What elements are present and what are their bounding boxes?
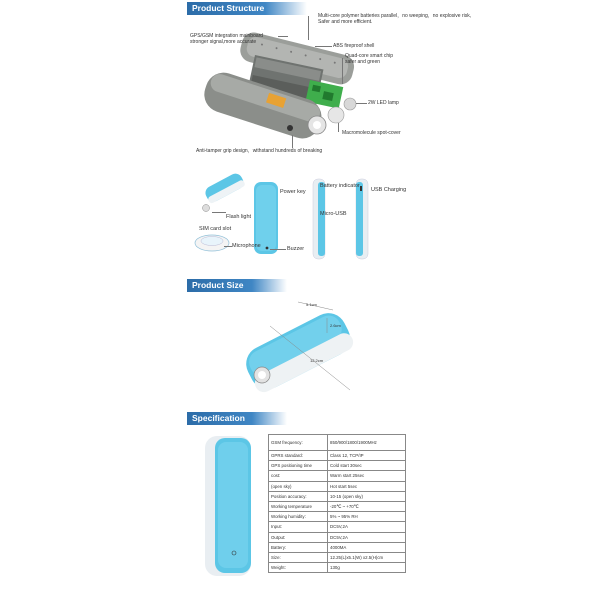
spec-value: Class 12, TCP/IP xyxy=(328,451,406,461)
label-chip: Quad-core smart chip safer and green xyxy=(345,53,394,65)
spec-key: GPRS standard: xyxy=(269,451,328,461)
spec-key: Size: xyxy=(269,552,328,562)
spec-row xyxy=(269,461,406,471)
spec-key: Output: xyxy=(269,532,328,542)
spec-key: Input: xyxy=(269,522,328,532)
spec-value: 5% ~ 95% RH xyxy=(328,512,406,522)
label-led: 2W LED lamp xyxy=(368,100,399,106)
spec-key: GSM frequency: xyxy=(269,435,328,451)
spec-value: Cold start 30sec xyxy=(328,461,406,471)
label-power-key: Power key xyxy=(280,189,306,195)
spec-key: Battery: xyxy=(269,542,328,552)
spec-value: 12.25(L)x5.1(W) x2.5(H)cm xyxy=(328,552,406,562)
spec-value: 130g xyxy=(328,563,406,573)
spec-key: Working humidity: xyxy=(269,512,328,522)
spec-row xyxy=(269,542,406,552)
spec-row xyxy=(269,501,406,511)
spec-table xyxy=(268,434,406,573)
label-battery-indicator: Battery indicator xyxy=(320,183,360,189)
label-length: 12.2cm xyxy=(310,358,324,363)
spec-value: 10-15 (open sky) xyxy=(328,491,406,501)
spec-key: Position accuracy: xyxy=(269,491,328,501)
label-sim-slot: SIM card slot xyxy=(199,226,232,232)
spec-value: Hot start 5sec xyxy=(328,481,406,491)
label-spot-cover: Macromolecule spot-cover xyxy=(342,130,401,136)
label-height: 2.6cm xyxy=(330,323,341,328)
label-grip: Anti-tamper grip design，withstand hundreds of breaking xyxy=(196,148,323,154)
label-shell: ABS fireproof shell xyxy=(333,43,375,49)
label-micro-usb: Micro-USB xyxy=(320,211,347,217)
spec-key: cost: xyxy=(269,471,328,481)
spec-value: 4000MA xyxy=(328,542,406,552)
spec-key: Weight: xyxy=(269,563,328,573)
spec-row xyxy=(269,512,406,522)
label-buzzer: Buzzer xyxy=(287,246,305,252)
spec-row xyxy=(269,451,406,461)
spec-value: DC5V,2A xyxy=(328,532,406,542)
section-banner-size: Product Size xyxy=(187,279,287,292)
spec-row xyxy=(269,532,406,542)
spec-value: Warm start 25sec xyxy=(328,471,406,481)
label-width: 5.1cm xyxy=(306,302,317,307)
spec-key: GPS positioning time xyxy=(269,461,328,471)
spec-value: 850/900/1800/1900MHz xyxy=(328,435,406,451)
spec-row xyxy=(269,563,406,573)
label-gps-mainboard: GPS/GSM integration mainboard stronger signal,more accurate xyxy=(190,33,264,45)
spec-value: -20℃ ~ +70℃ xyxy=(328,501,406,511)
section-banner-spec: Specification xyxy=(187,412,287,425)
spec-row xyxy=(269,491,406,501)
spec-key: (open sky) xyxy=(269,481,328,491)
spec-row xyxy=(269,435,406,451)
label-microphone: Microphone xyxy=(232,243,261,249)
spec-value: DC5V,2A xyxy=(328,522,406,532)
section-banner-structure: Product Structure xyxy=(187,2,307,15)
spec-key: Working temperature xyxy=(269,501,328,511)
spec-row xyxy=(269,522,406,532)
spec-row xyxy=(269,481,406,491)
label-batteries: Multi-core polymer batteries parallel，no weeping，no explosive risk, Safer and more efficient. xyxy=(318,13,472,25)
label-usb-charging: USB Charging xyxy=(371,187,407,193)
spec-row xyxy=(269,471,406,481)
label-flash-light: Flash light xyxy=(226,214,252,220)
spec-row xyxy=(269,552,406,562)
